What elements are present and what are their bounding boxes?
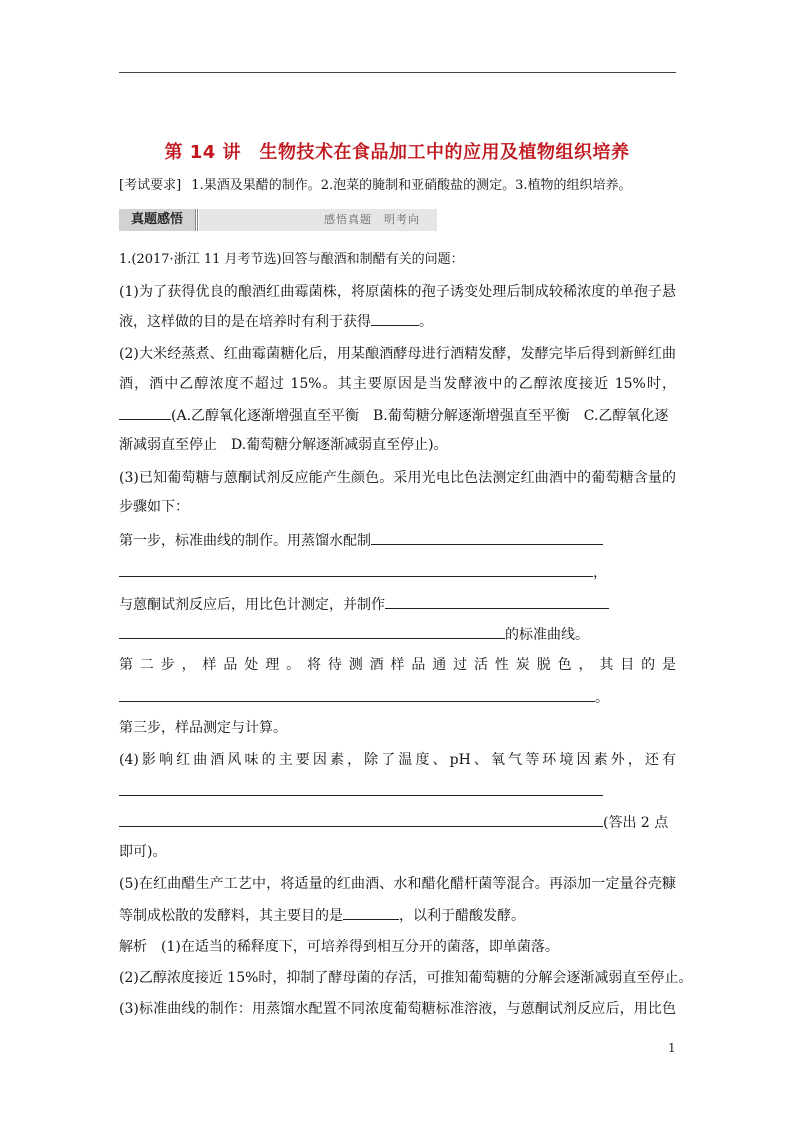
q1-end: 。 — [419, 314, 433, 330]
q5-end: ，以利于醋酸发酵。 — [399, 908, 525, 924]
q4-hint: (答出 2 点 — [603, 815, 669, 831]
step1-line-b — [119, 562, 676, 583]
step2-blank[interactable] — [119, 687, 595, 702]
q2-line-c — [119, 405, 676, 426]
step1-line-d — [119, 624, 676, 645]
step1-blank-c[interactable] — [385, 594, 609, 609]
q2-line-a: (2)大米经蒸煮、红曲霉菌糖化后，用某酿酒酵母进行酒精发酵，发酵完毕后得到新鲜红曲 — [119, 346, 676, 362]
q4-blank-a[interactable] — [119, 781, 603, 796]
exam-req-text: 1.果酒及果醋的制作。2.泡菜的腌制和亚硝酸盐的测定。3.植物的组织培养。 — [191, 178, 632, 193]
q3-line-a: (3)已知葡萄糖与蒽酮试剂反应能产生颜色。采用光电比色法测定红曲酒中的葡萄糖含量的 — [119, 470, 676, 486]
q5-text: 等制成松散的发酵料，其主要目的是 — [119, 908, 343, 924]
exam-req-label: [考试要求] — [119, 178, 182, 193]
q1-line-a: (1)为了获得优良的酿酒红曲霉菌株，将原菌株的孢子诱变处理后制成较稀浓度的单孢子悬 — [119, 284, 676, 300]
q1-line-b — [119, 311, 676, 332]
step1-text: 第一步，标准曲线的制作。用蒸馏水配制 — [119, 533, 371, 549]
q5-line-b — [119, 905, 676, 926]
step1-text-c: 与蒽酮试剂反应后，用比色计测定，并制作 — [119, 597, 385, 613]
q5-line-a: (5)在红曲醋生产工艺中，将适量的红曲酒、水和醋化醋杆菌等混合。再添加一定量谷壳糠 — [119, 876, 676, 892]
question-intro: 1.(2017·浙江 11 月考节选)回答与酿酒和制醋有关的问题： — [119, 252, 464, 267]
step1-blank-b[interactable] — [119, 562, 593, 577]
q1-blank[interactable] — [371, 311, 419, 326]
q2-options: (A.乙醇氧化逐渐增强直至平衡 B.葡萄糖分解逐渐增强直至平衡 C.乙醇氧化逐 — [171, 408, 669, 424]
q4-line-a: (4)影响红曲酒风味的主要因素，除了温度、pH、氧气等环境因素外，还有 — [119, 752, 676, 768]
q4-blank-line-1 — [119, 781, 676, 802]
step2-blank-line — [119, 687, 676, 708]
step2-line: 第二步，样品处理。将待测酒样品通过活性炭脱色，其目的是 — [119, 657, 676, 673]
q2-line-d: 渐减弱直至停止 D.葡萄糖分解逐渐减弱直至停止)。 — [119, 437, 448, 453]
q4-blank-line-2 — [119, 812, 676, 833]
lesson-title: 第 14 讲 生物技术在食品加工中的应用及植物组织培养 — [164, 142, 630, 163]
q3-line-b: 步骤如下： — [119, 499, 189, 515]
q1-text: 液，这样做的目的是在培养时有利于获得 — [119, 314, 371, 330]
answer-line-1: 解析 (1)在适当的稀释度下，可培养得到相互分开的菌落，即单菌落。 — [119, 939, 559, 955]
step1-blank-d[interactable] — [119, 624, 505, 639]
banner-tag: 真题感悟 — [119, 209, 195, 231]
step2-end: 。 — [595, 690, 609, 706]
q5-blank[interactable] — [343, 905, 399, 920]
answer-line-2: (2)乙醇浓度接近 15%时，抑制了酵母菌的存活，可推知葡萄糖的分解会逐渐减弱直至停止。 — [119, 970, 693, 986]
exam-requirements — [119, 176, 676, 196]
step3-line: 第三步，样品测定与计算。 — [119, 720, 287, 736]
step1-line-a — [119, 530, 676, 551]
step1-line-c — [119, 594, 676, 615]
q2-blank[interactable] — [119, 405, 171, 420]
answer-line-3: (3)标准曲线的制作：用蒸馏水配置不同浓度葡萄糖标准溶液，与蒽酮试剂反应后，用比色 — [119, 1001, 676, 1017]
step1-curve-text: 的标准曲线。 — [505, 627, 589, 643]
step1-comma: ， — [593, 565, 607, 581]
step1-blank-a[interactable] — [371, 530, 603, 545]
q2-line-b: 酒，酒中乙醇浓度不超过 15%。其主要原因是当发酵液中的乙醇浓度接近 15%时， — [119, 376, 676, 392]
q4-blank-b[interactable] — [119, 812, 603, 827]
page-number: 1 — [668, 1041, 676, 1055]
q4-line-c: 即可)。 — [119, 844, 167, 860]
header-rule — [119, 72, 676, 73]
section-banner — [119, 209, 437, 231]
banner-subtitle: 感悟真题 明考向 — [324, 213, 420, 226]
